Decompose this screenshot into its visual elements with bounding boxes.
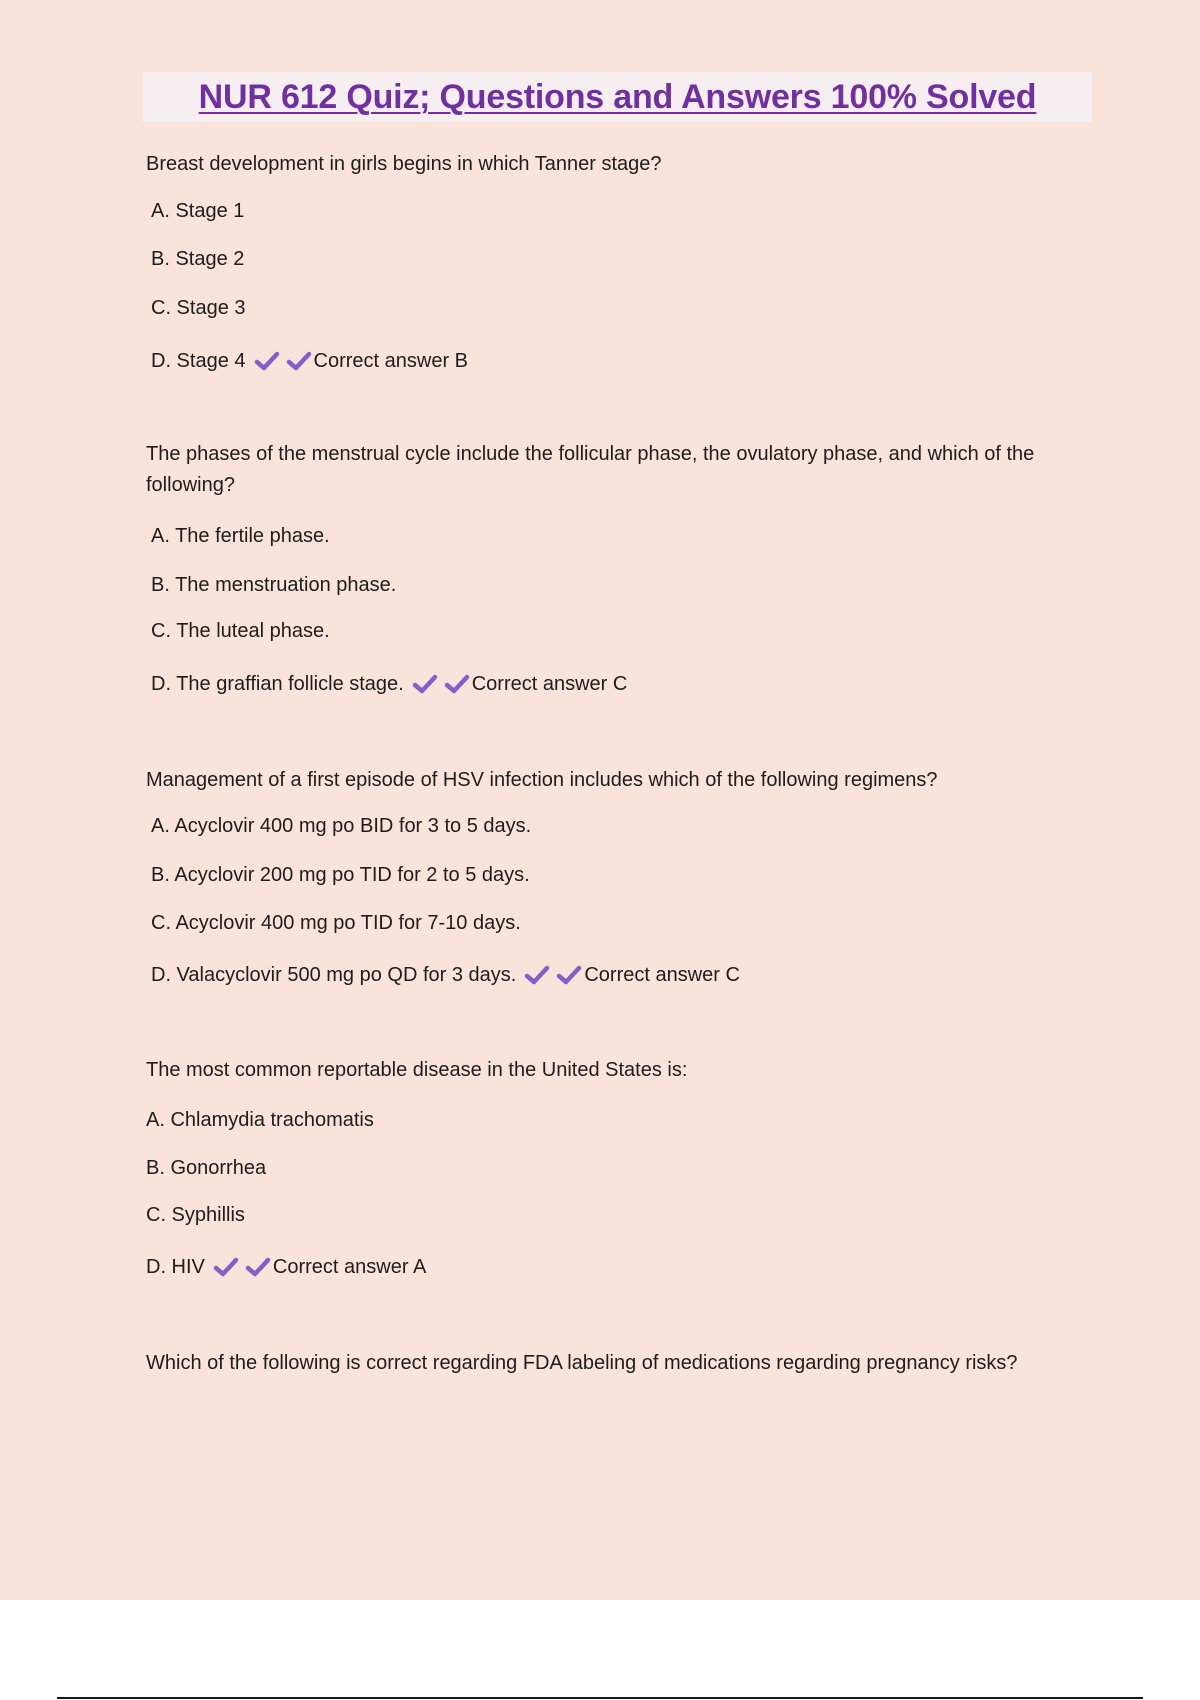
correct-answer: Correct answer B [313,350,469,372]
option-d [151,348,468,374]
question-text: Breast development in girls begins in which Tanner stage? [146,153,662,175]
option-a [151,813,531,839]
option-b [151,862,530,888]
option-label: B. Stage 2 [151,248,245,270]
option-label: A. Chlamydia trachomatis [146,1109,374,1131]
option-label: A. Stage 1 [151,200,245,222]
option-c [146,1202,245,1228]
option-label: D. Stage 4 [151,350,246,372]
option-label: C. Syphillis [146,1204,245,1226]
title-banner [143,72,1092,122]
check-icon [245,1256,271,1278]
option-c [151,618,330,644]
check-icon [213,1256,239,1278]
option-a [151,523,330,549]
option-d [146,1254,426,1280]
question-text: Management of a first episode of HSV infection includes which of the following regimens? [146,769,938,791]
page-title: NUR 612 Quiz; Questions and Answers 100% Solved [198,77,1037,116]
correct-answer: Correct answer C [471,673,628,695]
option-label: D. Valacyclovir 500 mg po QD for 3 days. [151,964,517,986]
option-c [151,910,521,936]
correct-answer: Correct answer C [584,964,740,986]
option-label: D. The graffian follicle stage. [151,673,404,695]
option-b [151,572,396,598]
option-label: A. The fertile phase. [151,525,330,547]
footer-rule [57,1697,1143,1699]
option-label: A. Acyclovir 400 mg po BID for 3 to 5 days. [151,815,532,837]
option-label: D. HIV [146,1256,205,1278]
option-b [146,1155,266,1181]
check-icon [286,350,312,372]
option-label: C. Stage 3 [151,297,246,319]
question-text: The most common reportable disease in the United States is: [146,1059,688,1081]
option-b [151,246,244,272]
option-label: C. The luteal phase. [151,620,330,642]
question-text: The phases of the menstrual cycle include the follicular phase, the ovulatory phase, and which of the following? [146,443,1035,496]
option-label: C. Acyclovir 400 mg po TID for 7-10 days. [151,912,521,934]
option-d [151,671,627,697]
option-label: B. Gonorrhea [146,1157,267,1179]
option-label: B. The menstruation phase. [151,574,397,596]
option-label: B. Acyclovir 200 mg po TID for 2 to 5 days. [151,864,530,886]
check-icon [444,673,470,695]
option-a [151,198,244,224]
option-c [151,295,246,321]
check-icon [556,964,582,986]
question-text: Which of the following is correct regarding FDA labeling of medications regarding pregnancy risks? [146,1352,1018,1374]
check-icon [524,964,550,986]
option-a [146,1107,374,1133]
option-d [151,962,740,988]
correct-answer: Correct answer A [272,1256,427,1278]
check-icon [412,673,438,695]
check-icon [254,350,280,372]
